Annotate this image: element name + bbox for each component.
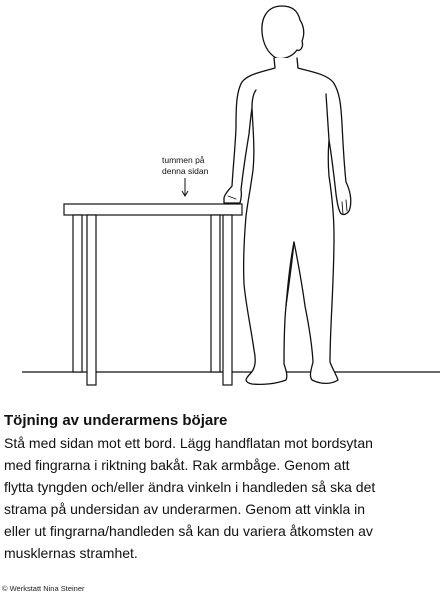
annotation-line-2: denna sidan (162, 166, 209, 176)
table-top (64, 204, 242, 215)
table-leg-back-right (223, 215, 232, 385)
exercise-title: Töjning av underarmens böjare (4, 412, 228, 429)
description-line-4: strama på undersidan av underarmen. Genom att vinkla in (4, 501, 366, 517)
down-arrow-icon (182, 178, 188, 196)
description-line-6: musklernas stramhet. (4, 545, 138, 561)
exercise-description (4, 432, 436, 564)
description-line-3: flytta tyngden och/eller ändra vinkeln i handleden så ska det (4, 479, 376, 495)
table-leg-back-left (87, 215, 96, 385)
table (64, 204, 242, 385)
table-leg-front-left (73, 215, 82, 372)
thumb-annotation (162, 155, 208, 177)
human-figure (224, 6, 351, 384)
description-line-1: Stå med sidan mot ett bord. Lägg handflatan mot bordsytan (4, 435, 373, 451)
description-line-5: eller ut fingrarna/handleden så kan du variera åtkomsten av (4, 523, 373, 539)
table-leg-front-right (211, 215, 220, 372)
description-line-2: med fingrarna i riktning bakåt. Rak armbåge. Genom att (4, 457, 350, 473)
annotation-line-1: tummen på (162, 155, 205, 165)
copyright-credit: © Werkstatt Nina Steiner (2, 584, 85, 593)
